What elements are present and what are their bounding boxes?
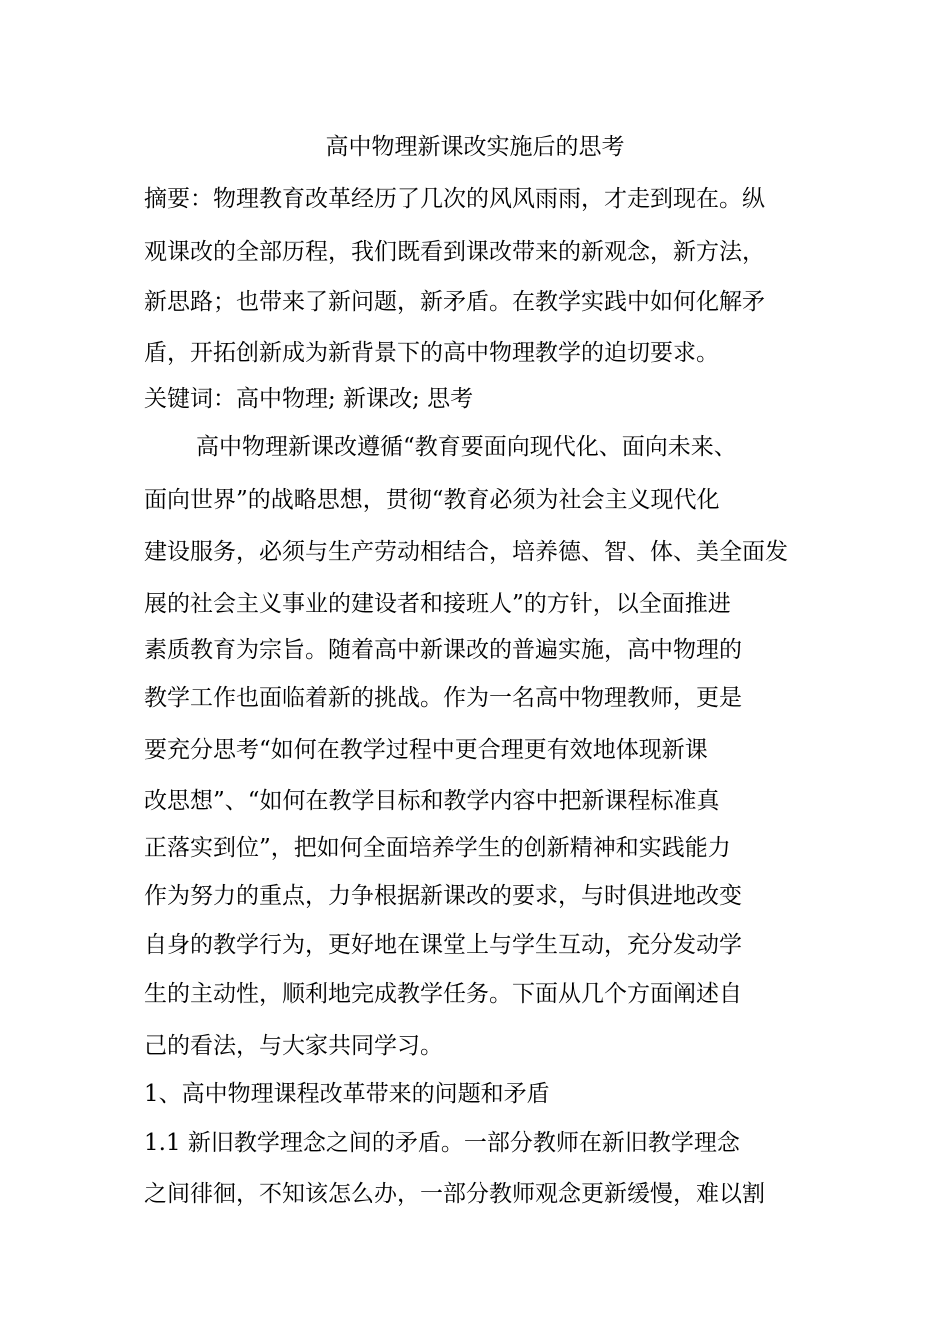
intro-line: 生的主动性，顺利地完成教学任务。下面从几个方面阐述自 <box>144 981 742 1007</box>
intro-line: 建设服务，必须与生产劳动相结合，培养德、智、体、美全面发 <box>144 539 788 565</box>
section-heading: 1、高中物理课程改革带来的问题和矛盾 <box>144 1081 550 1107</box>
intro-line: 自身的教学行为，更好地在课堂上与学生互动，充分发动学 <box>144 932 742 958</box>
intro-line: 素质教育为宗旨。随着高中新课改的普遍实施，高中物理的 <box>144 637 742 663</box>
abstract-line: 观课改的全部历程，我们既看到课改带来的新观念，新方法， <box>144 239 765 265</box>
intro-line: 改思想”、“如何在教学目标和教学内容中把新课程标准真 <box>144 788 720 814</box>
document-title: 高中物理新课改实施后的思考 <box>325 134 625 160</box>
intro-line: 高中物理新课改遵循“教育要面向现代化、面向未来、 <box>196 434 737 460</box>
section-1-1-line: 1.1 新旧教学理念之间的矛盾。一部分教师在新旧教学理念 <box>144 1130 740 1156</box>
abstract-line: 新思路；也带来了新问题，新矛盾。在教学实践中如何化解矛 <box>144 289 765 315</box>
intro-line: 正落实到位”，把如何全面培养学生的创新精神和实践能力 <box>144 835 731 861</box>
section-1-1-line: 之间徘徊，不知该怎么办，一部分教师观念更新缓慢，难以割 <box>144 1181 765 1207</box>
keywords-line: 关键词：高中物理; 新课改; 思考 <box>144 386 474 412</box>
intro-line: 面向世界”的战略思想，贯彻“教育必须为社会主义现代化 <box>144 487 720 513</box>
intro-line: 己的看法，与大家共同学习。 <box>144 1033 443 1059</box>
intro-line: 要充分思考“如何在教学过程中更合理更有效地体现新课 <box>144 737 708 763</box>
intro-line: 教学工作也面临着新的挑战。作为一名高中物理教师，更是 <box>144 685 742 711</box>
intro-line: 作为努力的重点，力争根据新课改的要求，与时俱进地改变 <box>144 883 742 909</box>
abstract-line: 盾，开拓创新成为新背景下的高中物理教学的迫切要求。 <box>144 340 719 366</box>
intro-line: 展的社会主义事业的建设者和接班人”的方针，以全面推进 <box>144 591 731 617</box>
abstract-line: 摘要：物理教育改革经历了几次的风风雨雨，才走到现在。纵 <box>144 186 765 212</box>
